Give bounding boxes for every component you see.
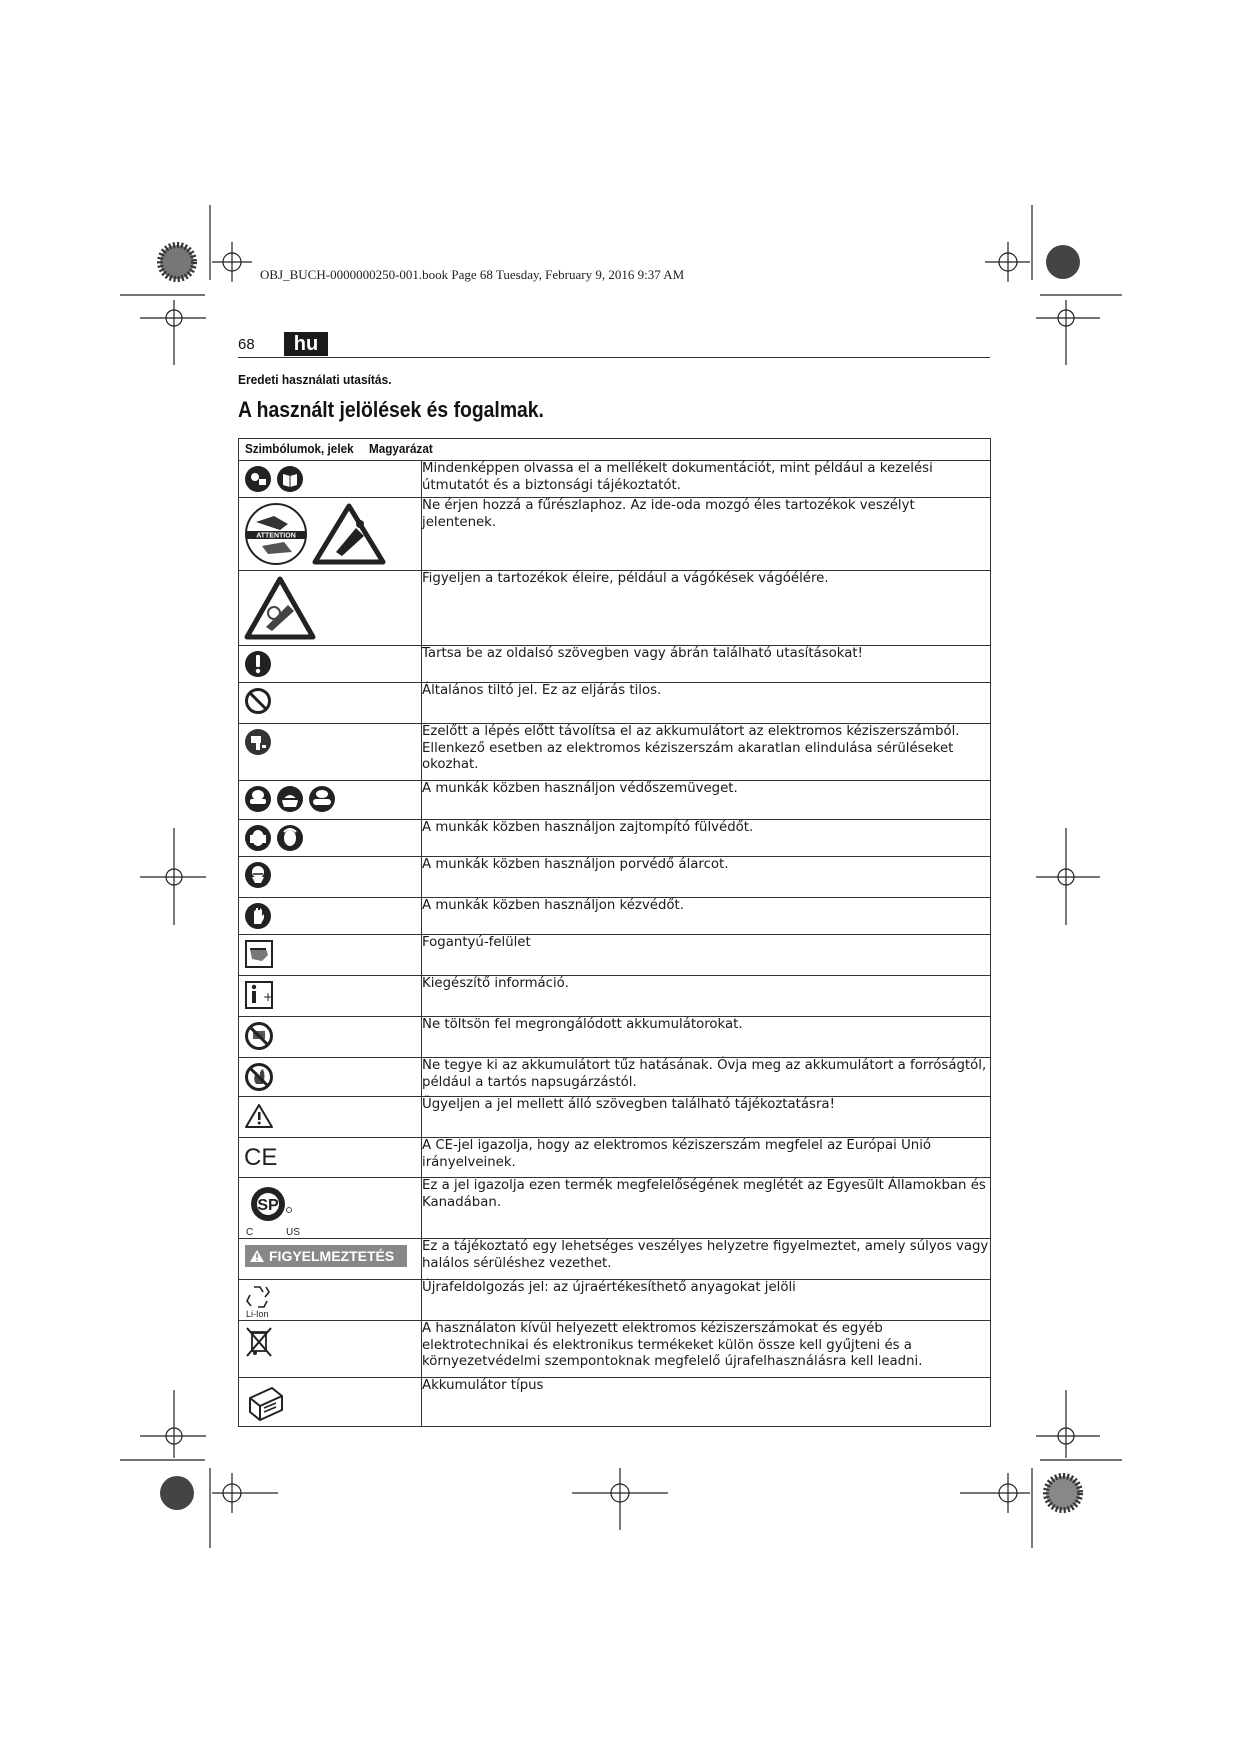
goggles-icon: [308, 785, 336, 813]
row-text: Fogantyú-felület: [422, 935, 991, 976]
table-row: [239, 646, 991, 683]
table-row: [239, 498, 991, 571]
row-text: Tartsa be az oldalsó szövegben vagy ábrán található utasításokat!: [422, 646, 991, 683]
attention-label: ATTENTION: [256, 532, 296, 540]
ce-mark-icon: [244, 1144, 278, 1168]
li-ion-label: Li-Ion: [246, 1309, 269, 1319]
sharp-parts-warning-icon: [312, 502, 386, 566]
warning-triangle-icon: [244, 1103, 274, 1129]
table-row: [239, 1280, 991, 1321]
row-text: Mindenképpen olvassa el a mellékelt dokumentációt, mint például a kezelési útmutatót és a biztonsági tájékoztatót.: [422, 461, 991, 498]
csa-letters: SP: [257, 1197, 279, 1214]
page-title: A használt jelölések és fogalmak.: [238, 397, 544, 422]
csa-c-label: C: [246, 1227, 254, 1238]
row-text: A munkák közben használjon kézvédőt.: [422, 898, 991, 935]
face-shield-icon: [276, 785, 304, 813]
table-row: [239, 1097, 991, 1138]
row-text: A munkák közben használjon védőszemüveget.: [422, 781, 991, 820]
row-text: A használaton kívül helyezett elektromos kéziszerszámokat és egyéb elektrotechnikai és elektronikus termékeket külön össze kell gyűjteni és a környezetvédelmi szempontoknak megfelelő újrafelhasználásra kell leadni.: [422, 1321, 991, 1378]
print-header: OBJ_BUCH-0000000250-001.book Page 68 Tuesday, February 9, 2016 9:37 AM: [260, 267, 685, 282]
row-text: Ne érjen hozzá a fűrészlaphoz. Az ide-oda mozgó éles tartozékok veszélyt jelentenek.: [422, 498, 991, 571]
ear-muffs-icon: [276, 824, 304, 852]
table-row: [239, 683, 991, 724]
header-symbols: Szimbólumok, jelek: [245, 441, 354, 456]
table-row: [239, 1178, 991, 1239]
book-icon: [276, 465, 304, 493]
table-row: [239, 976, 991, 1017]
table-row: [239, 935, 991, 976]
no-fire-battery-icon: [244, 1062, 274, 1092]
figyelmeztetes-label: FIGYELMEZTETÉS: [269, 1248, 395, 1264]
row-text: Általános tiltó jel. Ez az eljárás tilos.: [422, 683, 991, 724]
ear-protection-icon: [244, 824, 272, 852]
header-meaning: Magyarázat: [369, 441, 434, 456]
row-text: Ez a tájékoztató egy lehetséges veszélyes helyzetre figyelmeztet, amely súlyos vagy halálos sérüléshez vezethet.: [422, 1239, 991, 1280]
mandatory-exclamation-icon: [244, 650, 272, 678]
row-text: Újrafeldolgozás jel: az újraértékesíthető anyagokat jelöli: [422, 1280, 991, 1321]
page-number: 68: [238, 336, 255, 353]
info-icon: [244, 980, 274, 1010]
gloves-icon: [244, 902, 272, 930]
no-charging-damaged-battery-icon: [244, 1021, 274, 1051]
prohibition-icon: [244, 687, 272, 715]
row-text: Ezelőtt a lépés előtt távolítsa el az akkumulátort az elektromos kéziszerszámból. Ellenkező esetben az elektromos kéziszerszám akaratlan elindulása sérüléseket okozhat.: [422, 724, 991, 781]
table-row: [239, 461, 991, 498]
csa-mark-icon: [244, 1182, 304, 1238]
row-text: Figyeljen a tartozékok éleire, például a vágókések vágóélére.: [422, 571, 991, 646]
safety-glasses-icon: [244, 785, 272, 813]
row-text: Ne tegye ki az akkumulátort tűz hatásának. Óvja meg az akkumulátort a forróságtól, például a tartós napsugárzástól.: [422, 1058, 991, 1097]
row-text: Kiegészítő információ.: [422, 976, 991, 1017]
read-manual-icon: [244, 465, 272, 493]
row-text: A munkák közben használjon porvédő álarcot.: [422, 857, 991, 898]
warning-triangle-icon: [249, 1249, 265, 1263]
row-text: Ügyeljen a jel mellett álló szövegben található tájékoztatásra!: [422, 1097, 991, 1138]
header-rule: [238, 357, 990, 358]
svg-text:+: +: [263, 990, 274, 1004]
csa-us-label: US: [286, 1227, 300, 1238]
battery-type-icon: [244, 1382, 286, 1424]
row-text: Akkumulátor típus: [422, 1378, 991, 1427]
subtitle: Eredeti használati utasítás.: [238, 372, 392, 387]
figyelmeztetes-badge: [245, 1245, 407, 1267]
ce-label: CE: [244, 1144, 278, 1168]
table-row: [239, 1058, 991, 1097]
grip-surface-icon: [244, 939, 274, 969]
sharp-edge-warning-icon: [244, 575, 316, 641]
dust-mask-icon: [244, 861, 272, 889]
table-row: [239, 857, 991, 898]
crossed-bin-icon: [244, 1325, 274, 1359]
table-row: [239, 1138, 991, 1178]
row-text: Ne töltsön fel megrongálódott akkumulátorokat.: [422, 1017, 991, 1058]
table-row: [239, 571, 991, 646]
table-row: [239, 781, 991, 820]
language-badge: hu: [284, 332, 328, 356]
row-text: Ez a jel igazolja ezen termék megfelelőségének meglétét az Egyesült Államokban és Kanadában.: [422, 1178, 991, 1239]
symbols-table: [238, 438, 991, 1427]
row-text: A CE-jel igazolja, hogy az elektromos kéziszerszám megfelel az Európai Unió irányelveinek.: [422, 1138, 991, 1178]
table-row: [239, 724, 991, 781]
table-row: [239, 898, 991, 935]
table-row: [239, 1378, 991, 1427]
recycling-li-ion-icon: [244, 1283, 278, 1319]
remove-battery-icon: [244, 728, 272, 756]
table-row: [239, 820, 991, 857]
table-row: [239, 1321, 991, 1378]
attention-saw-icon: [244, 502, 308, 566]
row-text: A munkák közben használjon zajtompító fülvédőt.: [422, 820, 991, 857]
table-header-row: [239, 439, 991, 461]
table-row: [239, 1017, 991, 1058]
table-row: [239, 1239, 991, 1280]
